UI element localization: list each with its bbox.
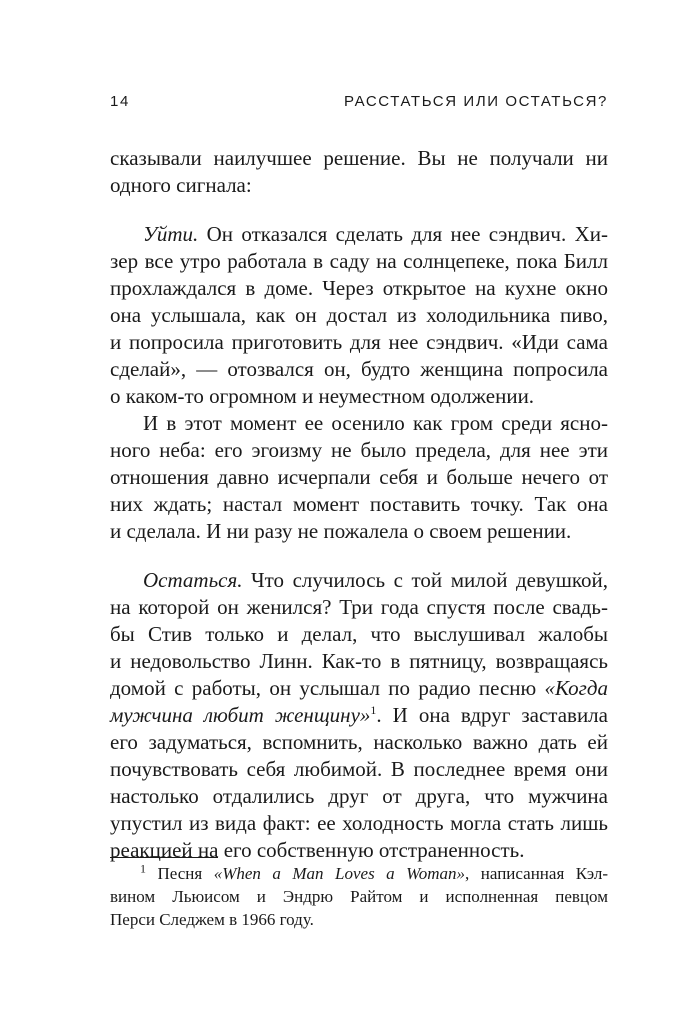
- text-line: прохлаждался в доме. Через открытое на кухне окно: [110, 276, 608, 300]
- text-line: и недовольство Линн. Как-то в пятницу, возвращаясь: [110, 649, 608, 673]
- text-line: одного сигнала:: [110, 173, 252, 197]
- text-line: них ждать; настал момент поставить точку. Так она: [110, 492, 608, 516]
- song-title-ru: мужчина любит женщину»: [110, 703, 371, 727]
- scenario-keyword-stay: Остаться.: [143, 568, 243, 592]
- text-line: она услышала, как он достал из холодильника пиво,: [110, 303, 608, 327]
- footnote-line: вином Льюисом и Эндрю Райтом и исполненная певцом: [110, 887, 608, 906]
- song-title-en: «When a Man Loves a Woman»: [213, 864, 466, 883]
- text-line: домой с работы, он услышал по радио песню «Когда: [110, 676, 608, 700]
- text-line: и попросила приготовить для нее сэндвич. «Иди сама: [110, 330, 608, 354]
- text-line: реакцией на его собственную отстраненность.: [110, 838, 525, 862]
- text-line: о каком-то огромном и неуместном одолжении.: [110, 384, 535, 408]
- footnote-reference: 1: [370, 703, 377, 717]
- page-header: [110, 93, 608, 117]
- text-line: бы Стив только и делал, что выслушивал жалобы: [110, 622, 608, 646]
- text-line: сделай», — отозвался он, будто женщина попросила: [110, 357, 608, 381]
- footnote-line: $^1$ Песня «When a Man Loves a Woman», написанная Кэл-: [140, 861, 608, 883]
- running-title: РАССТАТЬСЯ ИЛИ ОСТАТЬСЯ?: [343, 93, 608, 110]
- body-text: [110, 145, 608, 864]
- footnote-number: 1: [140, 861, 146, 876]
- song-title-ru: «Когда: [544, 676, 608, 700]
- text-line: зер все утро работала в саду на солнцепеке, пока Билл: [110, 249, 608, 273]
- text-line: Уйти. Он отказался сделать для нее сэндвич. Хи-: [143, 222, 608, 246]
- text-line: почувствовать себя любимой. В последнее время они: [110, 757, 608, 781]
- footnote-divider: [110, 857, 218, 858]
- scenario-keyword-leave: Уйти.: [143, 222, 199, 246]
- text-line: и сделала. И ни разу не пожалела о своем решении.: [110, 519, 572, 543]
- text-line: его задуматься, вспомнить, насколько важно дать ей: [110, 730, 608, 754]
- text-line: сказывали наилучшее решение. Вы не получали ни: [110, 146, 608, 170]
- text-line: настолько отдалились друг от друга, что мужчина: [110, 784, 608, 808]
- page-number: 14: [110, 93, 130, 110]
- text-line: мужчина любит женщину»$^1$. И она вдруг заставила: [110, 703, 608, 727]
- text-line: отношения давно исчерпали себя и больше нечего от: [110, 465, 608, 489]
- footnote: [110, 862, 608, 931]
- text-line: ного неба: его эгоизму не было предела, для нее эти: [110, 438, 608, 462]
- text-line: И в этот момент ее осенило как гром среди ясно-: [143, 411, 608, 435]
- footnote-line: Перси Следжем в 1966 году.: [110, 910, 314, 929]
- text-line: на которой он женился? Три года спустя после свадь-: [110, 595, 608, 619]
- text-line: Остаться. Что случилось с той милой девушкой,: [143, 568, 608, 592]
- text-line: упустил из вида факт: ее холодность могла стать лишь: [110, 811, 608, 835]
